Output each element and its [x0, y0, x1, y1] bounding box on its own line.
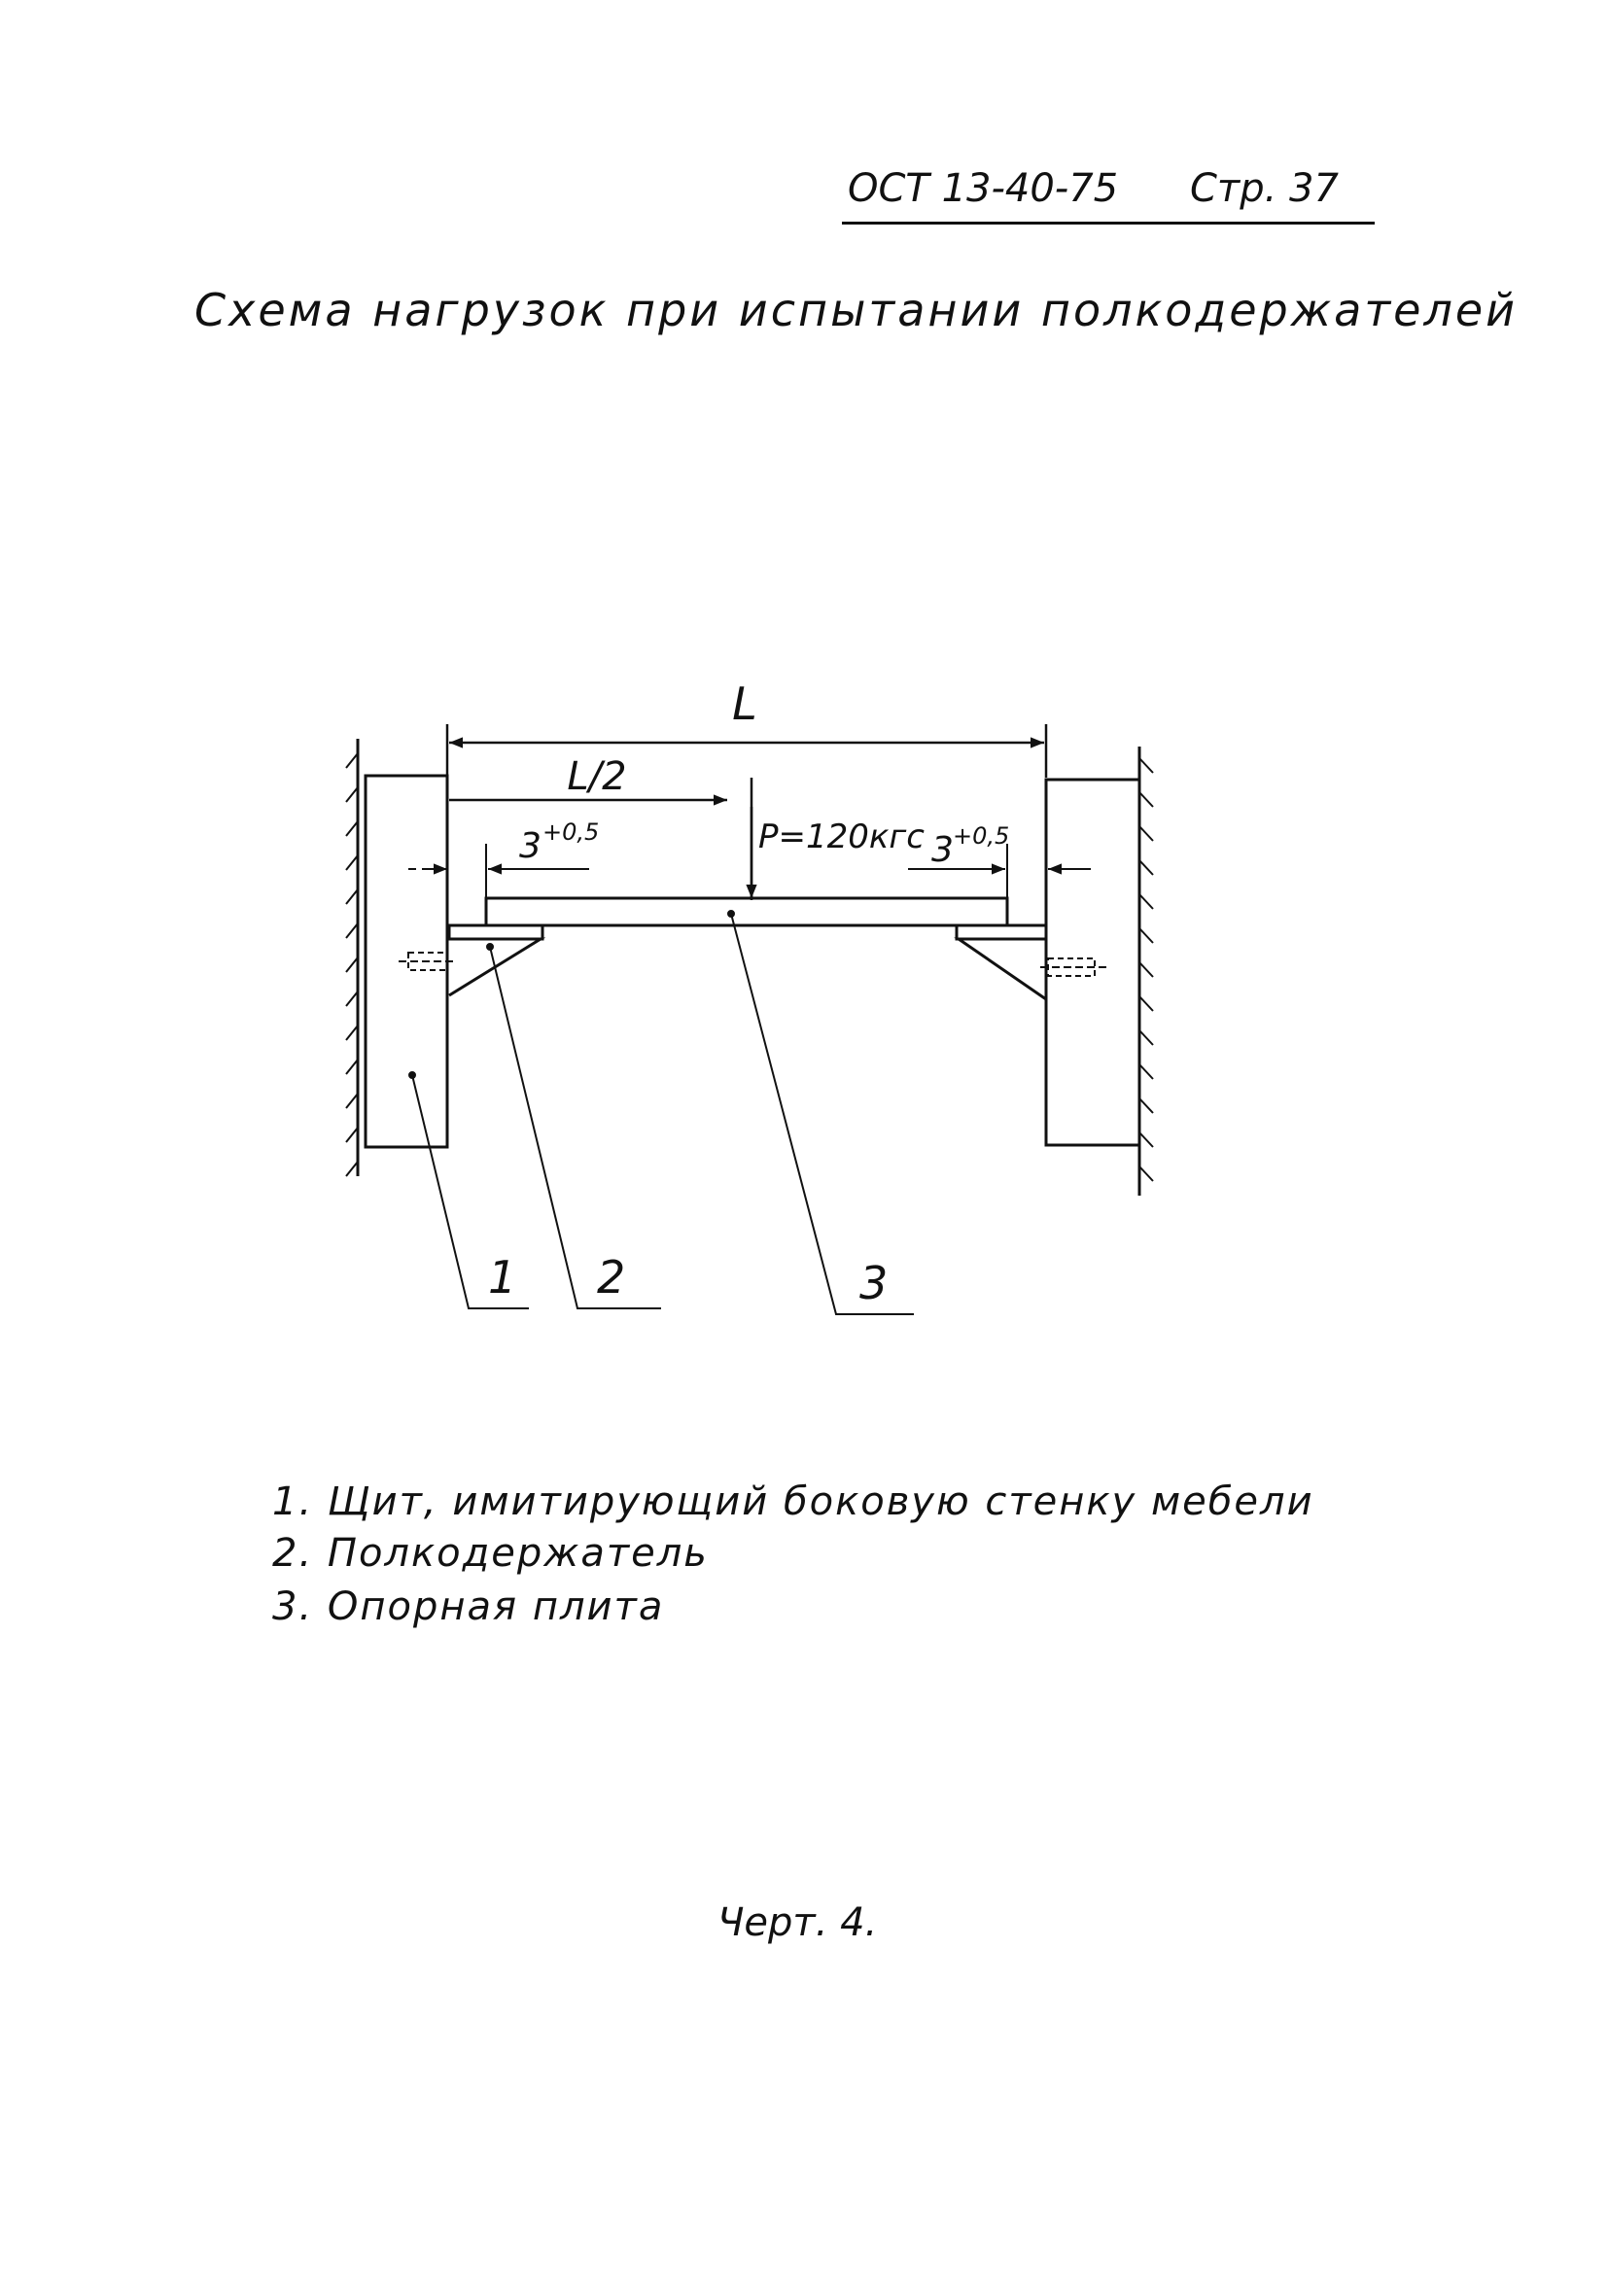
dimension-label-total: L	[732, 678, 757, 730]
legend-item: 1. Щит, имитирующий боковую стенку мебели	[272, 1479, 1314, 1524]
leader-lines	[409, 911, 914, 1314]
callout-3: 3	[859, 1257, 889, 1309]
gap-left-tolerance: +0,5	[542, 818, 600, 846]
gap-right-tolerance: +0,5	[953, 822, 1010, 850]
left-fastener	[399, 953, 457, 970]
dimension-label-half: L/2	[567, 754, 627, 799]
right-wall	[1139, 747, 1153, 1196]
right-fastener	[1040, 958, 1110, 976]
left-shelf-support	[449, 925, 542, 995]
right-shelf-support	[957, 925, 1046, 999]
dimension-gap-left	[408, 844, 589, 898]
legend-item: 2. Полкодержатель	[272, 1531, 709, 1576]
left-wall	[346, 739, 358, 1176]
legend-item: 3. Опорная плита	[272, 1584, 665, 1629]
right-side-panel	[1046, 780, 1139, 1145]
gap-left-value: 3	[519, 826, 542, 866]
callout-2: 2	[597, 1251, 626, 1304]
load-label: P=120кгс	[758, 818, 925, 856]
gap-right-value: 3	[931, 830, 954, 870]
page-title: Схема нагрузок при испытании полкодержателей	[194, 284, 1519, 336]
support-plate	[486, 898, 1007, 925]
page-number: Стр. 37	[1190, 166, 1339, 211]
document-code: ОСТ 13-40-75	[848, 166, 1119, 211]
figure-caption: Черт. 4.	[717, 1900, 878, 1945]
callout-1: 1	[488, 1251, 517, 1304]
dimension-total-length	[447, 724, 1046, 778]
